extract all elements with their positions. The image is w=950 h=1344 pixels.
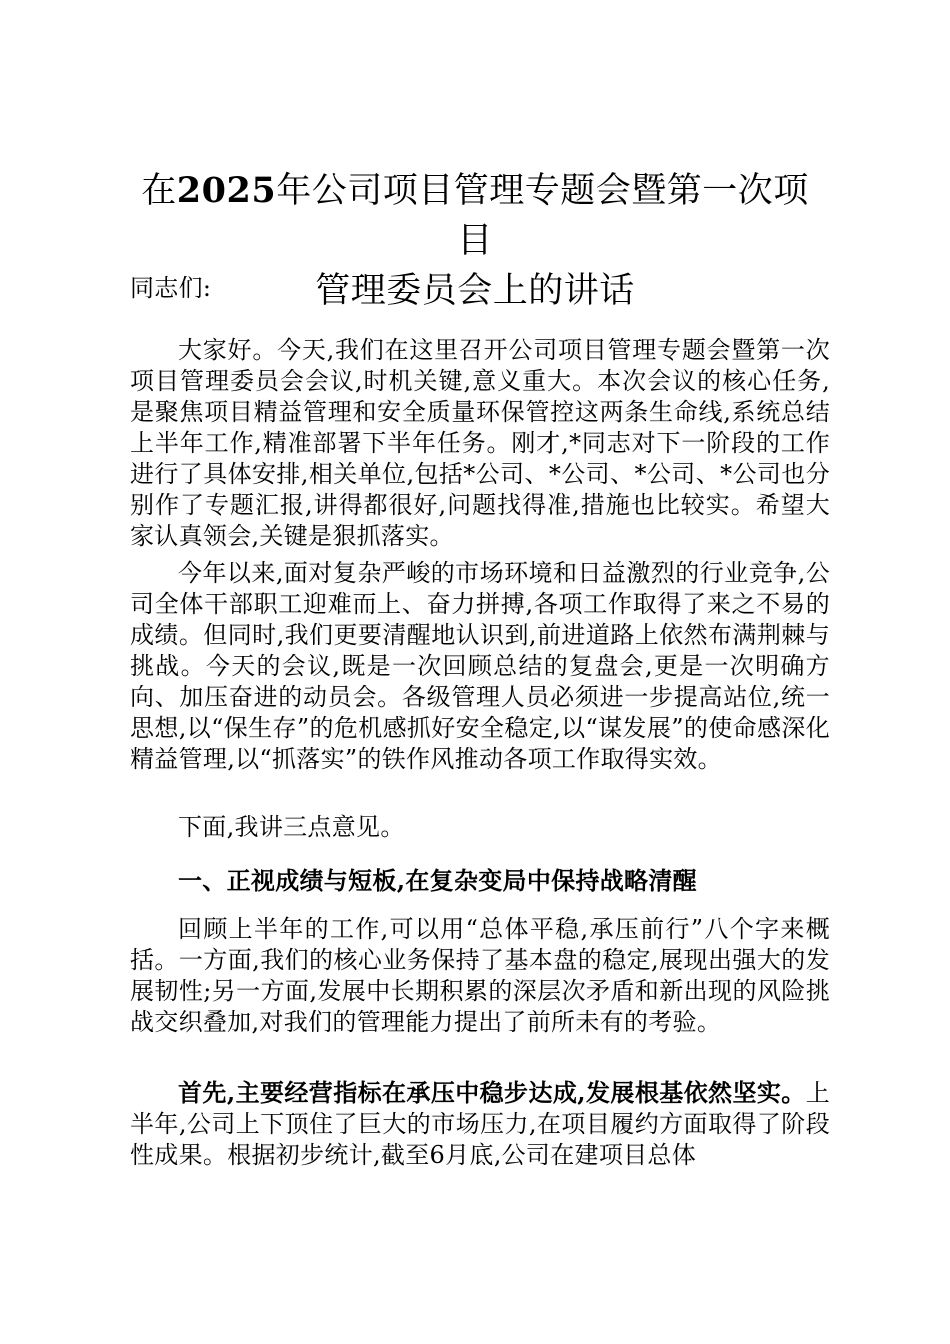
- paragraph-intro: 大家好。今天,我们在这里召开公司项目管理专题会暨第一次项目管理委员会会议,时机关键,意义重大。本次会议的核心任务,是聚焦项目精益管理和安全质量环保管控这两条生命线,系统总结上半年工作,精准部署下半年任务。刚才,*同志对下一阶段的工作进行了具体安排,相关单位,包括*公司、*公司、*公司、*公司也分别作了专题汇报,讲得都很好,问题找得准,措施也比较实。希望大家认真领会,关键是狠抓落实。: [130, 336, 830, 550]
- title-line2: 管理委员会上的讲话: [315, 271, 635, 311]
- paragraph-lead: 首先,主要经营指标在承压中稳步达成,发展根基依然坚实。: [178, 1078, 806, 1107]
- paragraph-body: 上半年,公司上下顶住了巨大的市场压力,在项目履约方面取得了阶段性成果。根据初步统计,截至6月底,公司在建项目总体: [130, 1079, 830, 1169]
- paragraph-context: 今年以来,面对复杂严峻的市场环境和日益激烈的行业竞争,公司全体干部职工迎难而上、奋力拼搏,各项工作取得了来之不易的成绩。但同时,我们更要清醒地认识到,前进道路上依然布满荆棘与挑战。今天的会议,既是一次回顾总结的复盘会,更是一次明确方向、加压奋进的动员会。各级管理人员必须进一步提高站位,统一思想,以“保生存”的危机感抓好安全稳定,以“谋发展”的使命感深化精益管理,以“抓落实”的铁作风推动各项工作取得实效。: [130, 559, 830, 773]
- title-line1: 在2025年公司项目管理专题会暨第一次项目: [141, 170, 809, 261]
- paragraph-indicators: [130, 1077, 830, 1171]
- paragraph-review: 回顾上半年的工作,可以用“总体平稳,承压前行”八个字来概括。一方面,我们的核心业务保持了基本盘的稳定,展现出强大的发展韧性;另一方面,发展中长期积累的深层次矛盾和新出现的风险挑战交织叠加,对我们的管理能力提出了前所未有的考验。: [130, 915, 830, 1036]
- section-heading-1: 一、正视成绩与短板,在复杂变局中保持战略清醒: [178, 866, 697, 895]
- paragraph-transition: 下面,我讲三点意见。: [178, 813, 405, 841]
- salutation: 同志们:: [130, 274, 212, 302]
- title-year: 2025: [176, 170, 277, 211]
